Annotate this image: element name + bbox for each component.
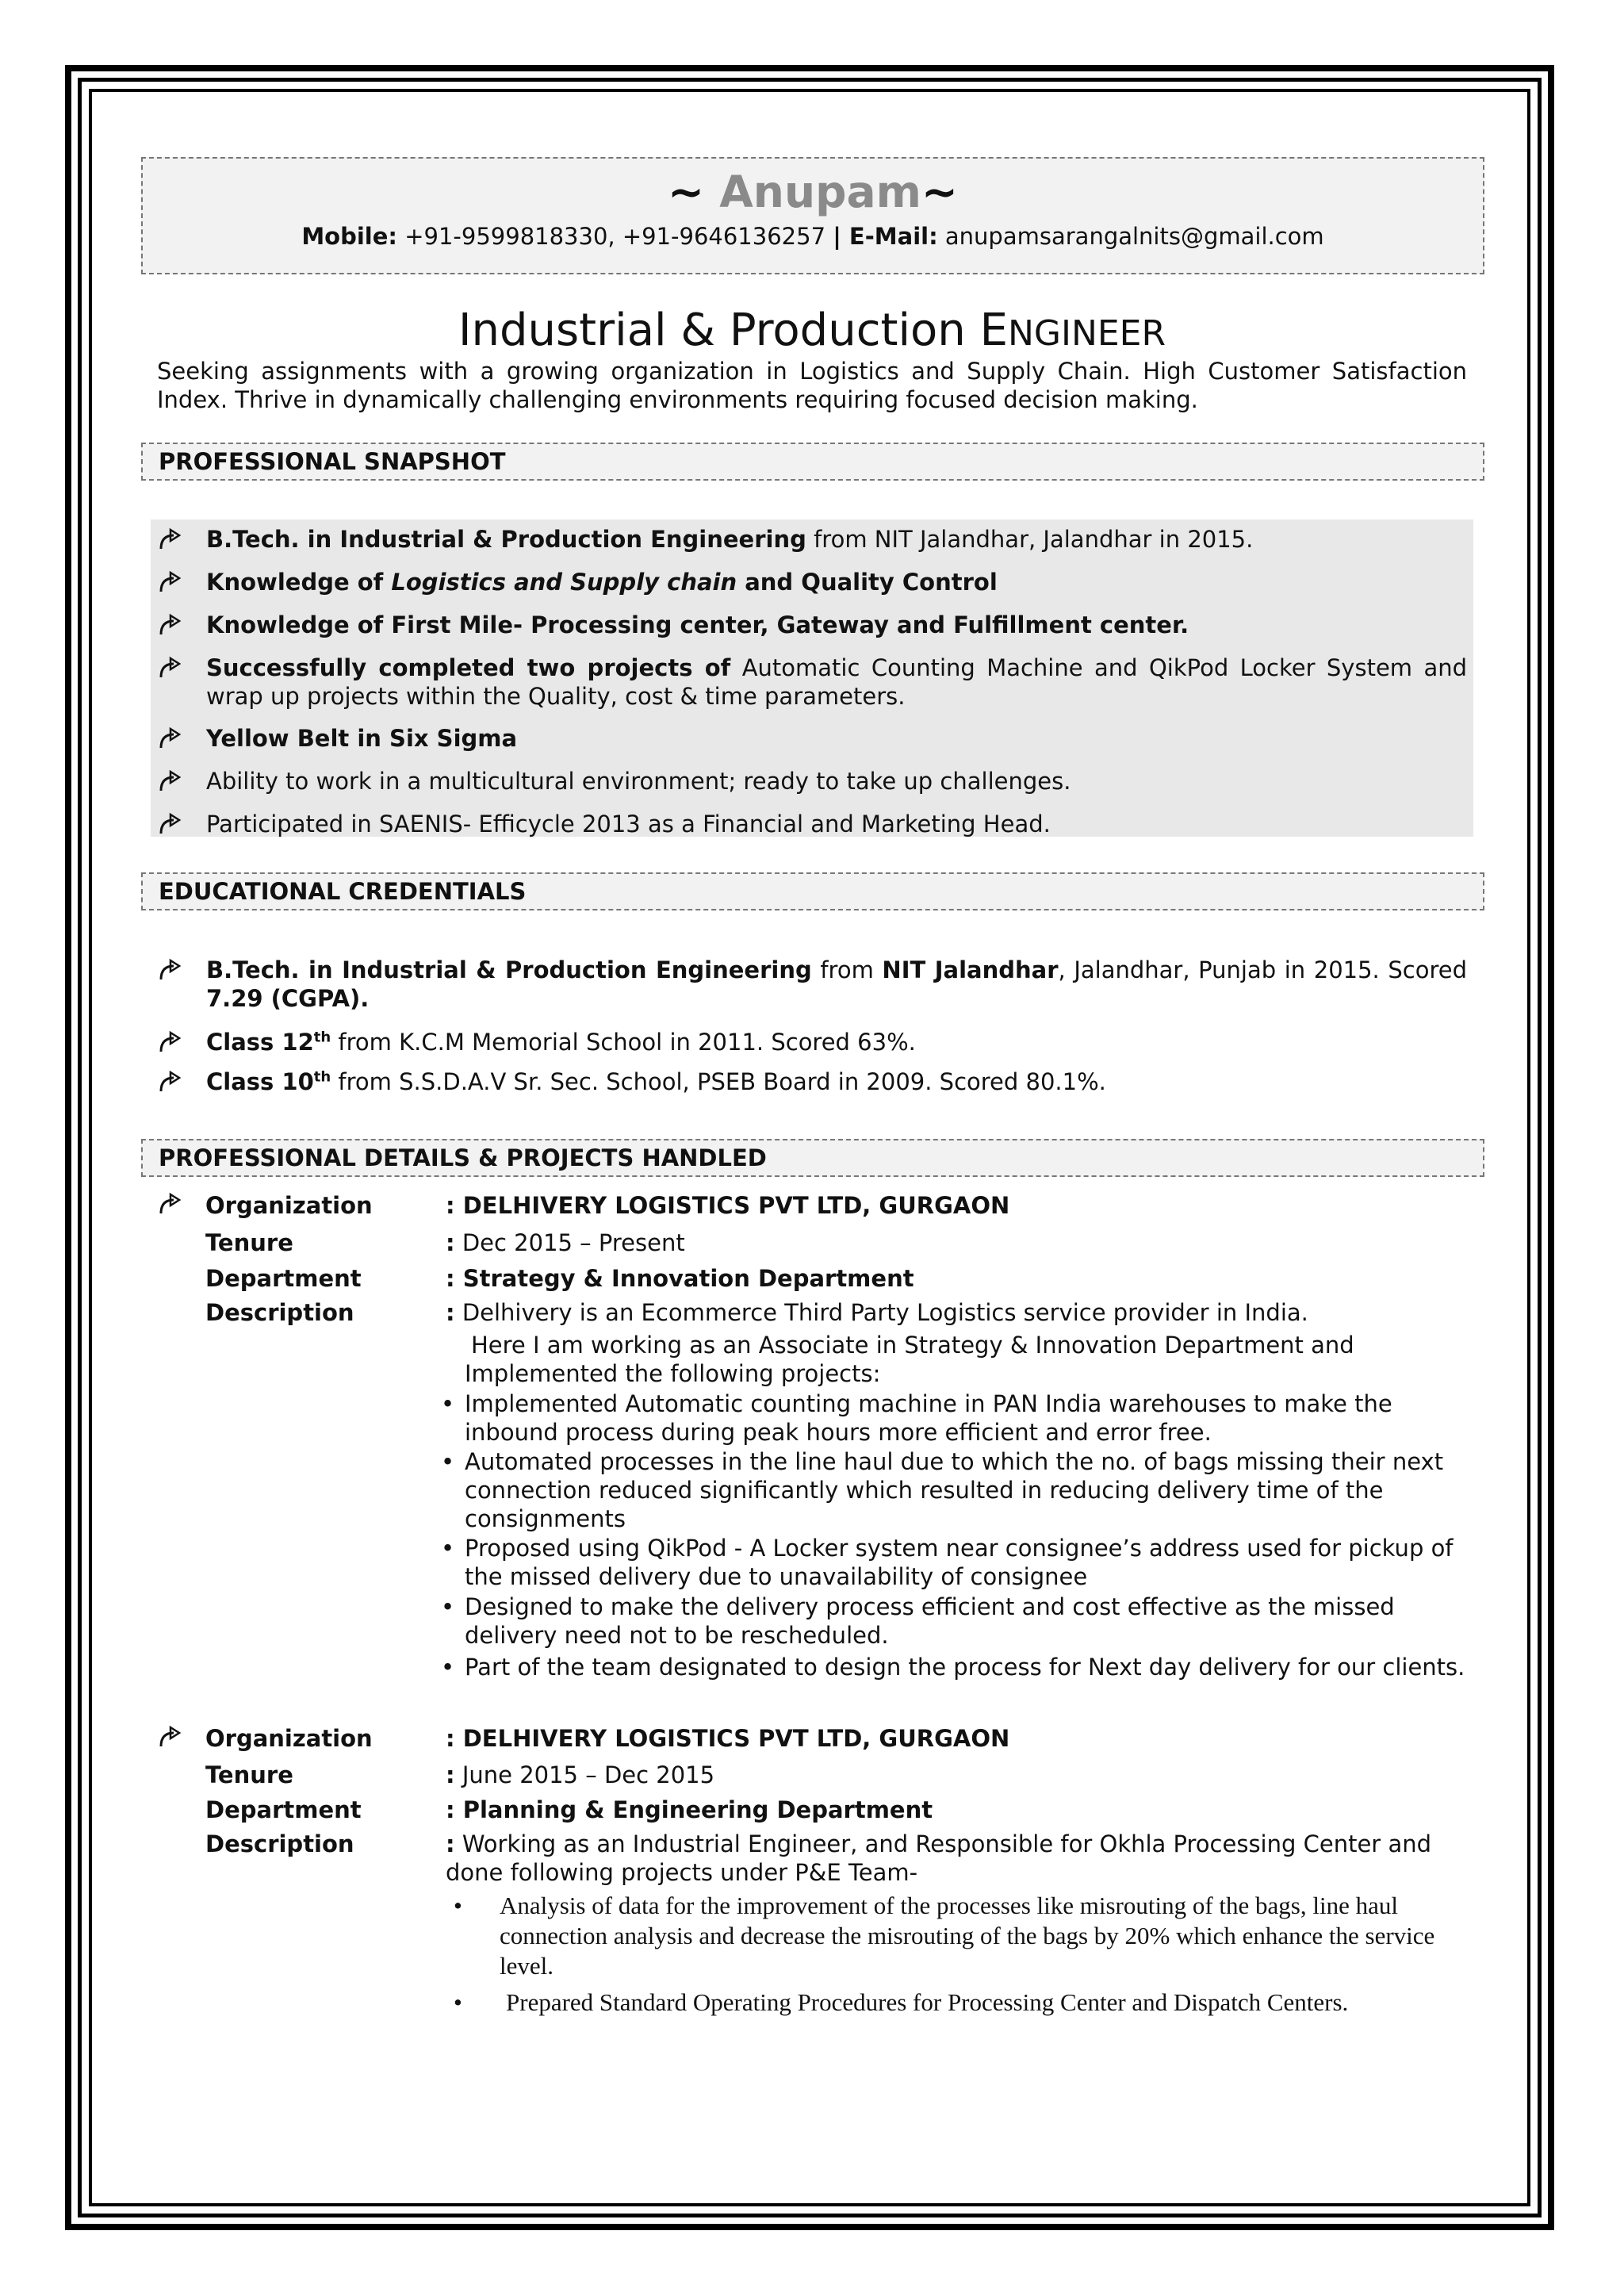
job1-description-label: Description [205,1299,354,1326]
snapshot-degree-detail: from NIT Jalandhar, Jalandhar in 2015. [806,526,1254,553]
snapshot-projects-detail: Automatic Counting Machine and QikPod Locker System and wrap up projects within the Quality, cost & time parameters. [206,654,1467,710]
education-class10-detail: from S.S.D.A.V Sr. Sec. School, PSEB Board in 2009. Scored 80.1%. [331,1068,1106,1095]
bullet-dot: • [441,1448,455,1475]
career-objective: Seeking assignments with a growing organization in Logistics and Supply Chain. High Customer Satisfaction Index. Thrive in dynamically challenging environments requiring focused decision making. [157,358,1467,413]
colon: : [446,1299,455,1326]
bullet-dot: • [441,1535,455,1562]
education-btech-score: 7.29 (CGPA). [206,985,370,1012]
curved-arrow-icon [157,569,182,595]
job1-organization-value: DELHIVERY LOGISTICS PVT LTD, GURGAON [454,1192,1010,1219]
job1-bullet-text: Proposed using QikPod - A Locker system near consignee’s address used for pickup of the missed delivery due to unavailability of consignee [465,1535,1454,1590]
snapshot-knowledge-prefix: Knowledge of [206,569,392,596]
job2-organization-label: Organization [205,1725,373,1752]
mobile-value: +91-9599818330, +91-9646136257 [397,223,833,250]
job1-department-label: Department [205,1265,362,1292]
tilde-left: ~ [668,167,720,217]
job1-organization [446,1191,1467,1220]
job1-department [446,1264,1467,1293]
section-professional-details: PROFESSIONAL DETAILS & PROJECTS HANDLED [141,1139,1484,1177]
job1-tenure-label: Tenure [205,1229,293,1256]
job1-bullet-text: Implemented Automatic counting machine in PAN India warehouses to make the inbound process during peak hours more efficient and error free. [465,1390,1392,1446]
job1-bullet-text: Automated processes in the line haul due to which the no. of bags missing their next connection reduced significantly which resulted in reducing delivery time of the consignments [465,1448,1444,1532]
job1-tenure [446,1228,1467,1257]
colon: : [446,1796,455,1823]
job1-intro: Here I am working as an Associate in Strategy & Innovation Department and Implemented the following projects: [465,1332,1354,1387]
curved-arrow-icon [157,612,182,638]
job2-department-label: Department [205,1796,362,1823]
snapshot-degree: B.Tech. in Industrial & Production Engineering [206,526,806,553]
bullet-dot: • [454,1988,462,2016]
section-professional-snapshot: PROFESSIONAL SNAPSHOT [141,443,1484,481]
curved-arrow-icon [157,1724,182,1750]
job-title-small-caps: NGINEER [1007,313,1166,354]
colon: : [446,1229,455,1256]
curved-arrow-icon [157,811,182,837]
candidate-name-line [143,167,1483,217]
education-class10-sup: th [313,1068,331,1086]
education-class12-detail: from K.C.M Memorial School in 2011. Scored 63%. [331,1029,916,1056]
job-title-main: Industrial & Production E [458,305,1008,356]
education-class10: Class 10 [206,1068,314,1095]
snapshot-projects-bold: Successfully completed two projects of [206,654,731,681]
job1-description [446,1298,1467,1327]
bullet-dot: • [454,1892,462,1919]
colon: : [446,1192,455,1219]
section-educational-credentials: EDUCATIONAL CREDENTIALS [141,872,1484,910]
job-title [0,303,1624,362]
education-institute: NIT Jalandhar [882,956,1059,983]
curved-arrow-icon [157,957,182,983]
job2-department [446,1796,1467,1824]
job1-bullet-text: Designed to make the delivery process efficient and cost effective as the missed delivery need not to be rescheduled. [465,1593,1395,1649]
job2-tenure-label: Tenure [205,1761,293,1788]
bullet-dot: • [441,1390,455,1417]
job2-bullet-text: Analysis of data for the improvement of the processes like misrouting of the bags, line haul connection analysis and decrease the misrouting of the bags by 20% which enhance the service level. [500,1892,1435,1980]
candidate-name: Anupam [719,167,921,217]
tilde-right: ~ [921,167,958,217]
curved-arrow-icon [157,1069,182,1094]
job2-department-value: Planning & Engineering Department [454,1796,933,1823]
mobile-label: Mobile: [301,223,398,250]
contact-line [143,220,1483,252]
snapshot-first-mile: Knowledge of First Mile- Processing center, Gateway and Fulfillment center. [206,611,1189,638]
job1-bullet-text: Part of the team designated to design the process for Next day delivery for our clients. [465,1654,1465,1681]
job2-description-label: Description [205,1830,354,1857]
colon: : [446,1761,455,1788]
email-value: anupamsarangalnits@gmail.com [937,223,1324,250]
colon: : [446,1265,455,1292]
education-class12: Class 12 [206,1029,314,1056]
curved-arrow-icon [157,726,182,751]
job2-description [446,1830,1445,1887]
job1-description-value: Delhivery is an Ecommerce Third Party Logistics service provider in India. [454,1299,1308,1326]
job2-tenure-value: June 2015 – Dec 2015 [454,1761,715,1788]
snapshot-multicultural: Ability to work in a multicultural environment; ready to take up challenges. [206,768,1071,795]
curved-arrow-icon [157,1191,182,1217]
job2-organization-value: DELHIVERY LOGISTICS PVT LTD, GURGAON [454,1725,1010,1752]
snapshot-saenis: Participated in SAENIS- Efficycle 2013 as a Financial and Marketing Head. [206,811,1051,838]
snapshot-six-sigma: Yellow Belt in Six Sigma [206,725,518,752]
job2-tenure [446,1761,1467,1789]
job2-description-value: Working as an Industrial Engineer, and Responsible for Okhla Processing Center and done following projects under P&E Team- [446,1830,1432,1886]
education-from: from [811,956,883,983]
education-class12-sup: th [313,1029,331,1046]
colon: : [446,1830,455,1857]
education-btech: B.Tech. in Industrial & Production Engineering [206,956,812,983]
job1-organization-label: Organization [205,1192,373,1219]
curved-arrow-icon [157,655,182,680]
job2-bullet-text: Prepared Standard Operating Procedures for Processing Center and Dispatch Centers. [506,1988,1349,2016]
curved-arrow-icon [157,1029,182,1055]
email-label: | E-Mail: [833,223,938,250]
snapshot-knowledge-suffix: and Quality Control [737,569,998,596]
curved-arrow-icon [157,527,182,552]
bullet-dot: • [441,1593,455,1620]
job1-department-value: Strategy & Innovation Department [454,1265,914,1292]
job2-organization [446,1724,1467,1753]
bullet-dot: • [441,1654,455,1681]
header-box [141,157,1484,274]
snapshot-knowledge-italic: Logistics and Supply chain [391,569,737,596]
education-btech-detail: , Jalandhar, Punjab in 2015. Scored [1058,956,1467,983]
colon: : [446,1725,455,1752]
job1-tenure-value: Dec 2015 – Present [454,1229,685,1256]
curved-arrow-icon [157,769,182,794]
